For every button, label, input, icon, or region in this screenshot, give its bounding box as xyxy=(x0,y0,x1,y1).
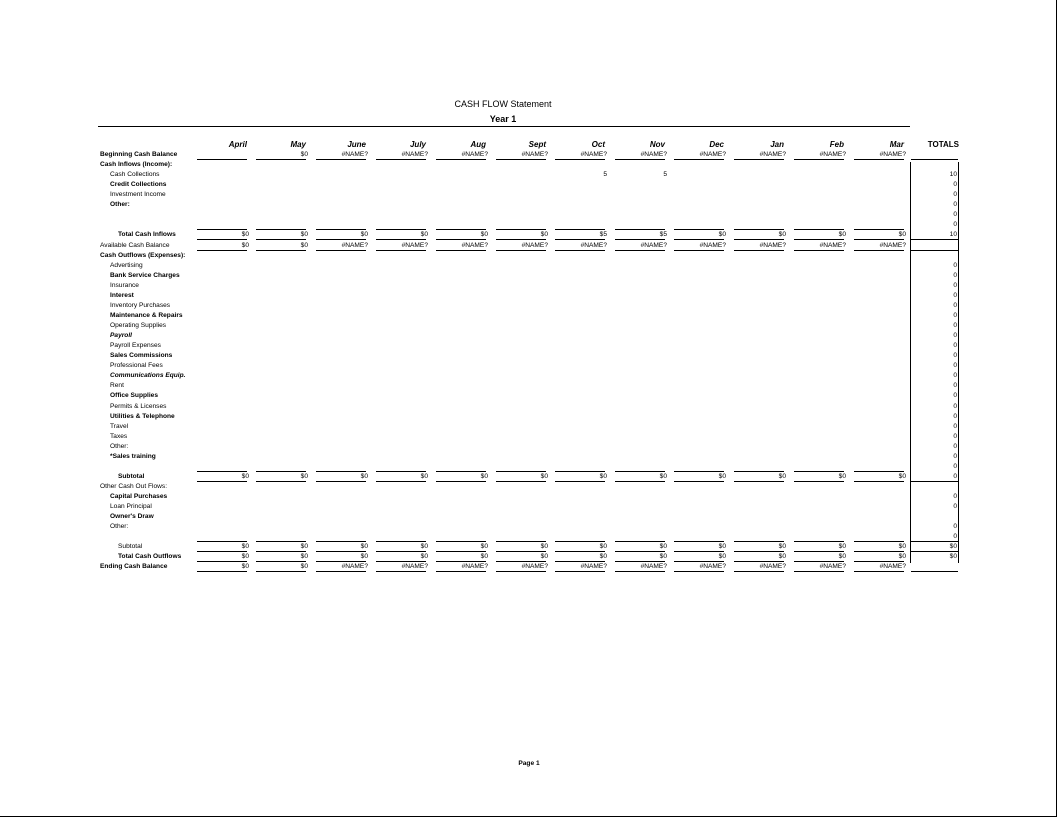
row-total: 0 xyxy=(953,462,957,470)
row-value: $0 xyxy=(300,151,308,158)
row-value: $0 xyxy=(898,543,906,551)
row-value: $0 xyxy=(241,543,249,551)
month-header: Jan xyxy=(770,140,784,149)
cell-overline xyxy=(794,551,844,552)
row-label: Interest xyxy=(110,291,134,299)
row-value: $0 xyxy=(540,543,548,551)
cell-underline xyxy=(256,481,306,482)
row-value: $0 xyxy=(420,543,428,551)
row-label: Payroll xyxy=(110,332,132,340)
totals-header: TOTALS xyxy=(927,140,959,149)
row-value: #NAME? xyxy=(580,151,607,158)
row-value: $0 xyxy=(778,543,786,551)
row-label: Ending Cash Balance xyxy=(100,563,168,571)
row-value: #NAME? xyxy=(759,151,786,158)
row-total: 0 xyxy=(953,382,957,390)
row-value: $0 xyxy=(300,241,308,249)
cell-overline xyxy=(854,551,904,552)
month-header: April xyxy=(228,140,247,149)
cell-overline xyxy=(794,561,844,562)
row-total: 0 xyxy=(953,493,957,501)
row-total: 0 xyxy=(953,311,957,319)
cell-underline xyxy=(496,571,546,572)
row-label: Other: xyxy=(110,442,129,450)
row-value: #NAME? xyxy=(759,241,786,249)
row-value: $0 xyxy=(599,553,607,561)
row-total: 0 xyxy=(953,221,957,229)
row-label: Inventory Purchases xyxy=(110,301,171,309)
row-value: $0 xyxy=(898,553,906,561)
row-value: $0 xyxy=(659,553,667,561)
row-label: Office Supplies xyxy=(110,392,158,400)
row-label: Total Cash Inflows xyxy=(118,231,176,239)
cell-overline xyxy=(674,551,724,552)
cell-underline xyxy=(496,481,546,482)
row-label: Payroll Expenses xyxy=(110,342,161,350)
cell-underline xyxy=(376,571,426,572)
cell-underline xyxy=(794,571,844,572)
row-value: #NAME? xyxy=(640,241,667,249)
cell-overline xyxy=(555,551,605,552)
page-subtitle: Year 1 xyxy=(489,114,517,124)
row-value: #NAME? xyxy=(341,151,368,158)
cell-underline xyxy=(854,159,904,160)
row-value: #NAME? xyxy=(699,241,726,249)
row-value: #NAME? xyxy=(341,563,368,571)
cell-overline xyxy=(734,551,784,552)
month-header: Mar xyxy=(889,140,904,149)
row-value: #NAME? xyxy=(580,241,607,249)
row-value: 5 xyxy=(603,171,607,179)
cell-overline xyxy=(197,541,247,542)
row-value: $0 xyxy=(480,472,488,480)
cell-overline xyxy=(555,229,605,230)
row-total: 0 xyxy=(953,372,957,380)
row-total: 0 xyxy=(953,533,957,541)
cell-overline xyxy=(376,551,426,552)
cell-overline xyxy=(615,471,665,472)
row-total: 0 xyxy=(953,281,957,289)
row-total: 10 xyxy=(949,231,957,239)
row-value: $0 xyxy=(659,543,667,551)
row-value: $0 xyxy=(599,472,607,480)
row-label: Operating Supplies xyxy=(110,322,167,330)
row-value: $0 xyxy=(300,472,308,480)
cell-overline xyxy=(496,551,546,552)
row-value: #NAME? xyxy=(521,151,548,158)
cell-underline xyxy=(734,481,784,482)
row-value: $0 xyxy=(420,553,428,561)
row-total: 0 xyxy=(953,432,957,440)
row-value: $0 xyxy=(300,563,308,571)
row-label: Rent xyxy=(110,382,124,390)
row-label: Communications Equip. xyxy=(110,372,186,380)
row-total: 0 xyxy=(953,402,957,410)
cell-overline xyxy=(674,471,724,472)
row-value: $0 xyxy=(838,553,846,561)
cell-overline xyxy=(734,541,784,542)
row-label: Credit Collections xyxy=(110,181,167,189)
row-value: $0 xyxy=(659,472,667,480)
cell-underline xyxy=(854,481,904,482)
cell-overline xyxy=(734,229,784,230)
row-value: $0 xyxy=(480,553,488,561)
row-total: 0 xyxy=(953,342,957,350)
cell-overline xyxy=(555,471,605,472)
row-label: Beginning Cash Balance xyxy=(100,151,178,158)
cell-overline xyxy=(734,471,784,472)
row-value: 5 xyxy=(663,171,667,179)
cell-underline xyxy=(376,481,426,482)
row-label: Cash Collections xyxy=(110,171,160,179)
cell-underline xyxy=(256,159,306,160)
cell-overline xyxy=(256,541,306,542)
row-label: Capital Purchases xyxy=(110,493,168,501)
row-value: #NAME? xyxy=(341,241,368,249)
row-value: $0 xyxy=(778,472,786,480)
row-label: Utilities & Telephone xyxy=(110,412,175,420)
cell-underline xyxy=(376,159,426,160)
row-value: $0 xyxy=(360,553,368,561)
cell-overline xyxy=(197,561,247,562)
cell-underline xyxy=(256,571,306,572)
cell-overline xyxy=(376,561,426,562)
month-header: June xyxy=(347,140,366,149)
row-value: $0 xyxy=(241,472,249,480)
cell-overline xyxy=(794,471,844,472)
cell-overline xyxy=(256,551,306,552)
page-title: CASH FLOW Statement xyxy=(454,99,552,109)
cell-underline xyxy=(496,159,546,160)
row-value: $0 xyxy=(778,553,786,561)
cell-underline xyxy=(854,571,904,572)
row-label: Taxes xyxy=(110,432,128,440)
cell-underline xyxy=(674,159,724,160)
cell-overline xyxy=(316,229,366,230)
cell-underline xyxy=(674,481,724,482)
cell-overline xyxy=(734,561,784,562)
cell-overline xyxy=(256,471,306,472)
cell-overline xyxy=(854,541,904,542)
row-total: 0 xyxy=(953,301,957,309)
row-value: $0 xyxy=(540,553,548,561)
cell-overline xyxy=(496,471,546,472)
row-value: #NAME? xyxy=(461,241,488,249)
row-value: #NAME? xyxy=(640,151,667,158)
month-header: Sept xyxy=(528,140,546,149)
cell-underline xyxy=(197,571,247,572)
cell-overline xyxy=(316,551,366,552)
cell-overline xyxy=(436,471,486,472)
row-total: 0 xyxy=(953,452,957,460)
row-value: $0 xyxy=(718,231,726,239)
row-total: 0 xyxy=(953,181,957,189)
cell-overline xyxy=(555,541,605,542)
cell-underline xyxy=(436,159,486,160)
cell-overline xyxy=(316,471,366,472)
row-value: $0 xyxy=(300,231,308,239)
month-header: Nov xyxy=(649,140,665,149)
row-label: Insurance xyxy=(110,281,139,289)
cell-overline xyxy=(256,561,306,562)
cell-underline xyxy=(376,250,426,251)
cell-underline xyxy=(674,571,724,572)
row-label: Subtotal xyxy=(118,543,143,551)
row-value: $0 xyxy=(300,553,308,561)
row-value: #NAME? xyxy=(461,563,488,571)
row-total: 10 xyxy=(949,171,957,179)
cell-overline xyxy=(615,561,665,562)
row-label: Maintenance & Repairs xyxy=(110,311,183,319)
cell-overline xyxy=(615,551,665,552)
totals-column-box xyxy=(910,162,959,563)
row-label: *Sales training xyxy=(110,452,156,460)
row-value: $0 xyxy=(241,553,249,561)
row-value: #NAME? xyxy=(521,241,548,249)
row-value: #NAME? xyxy=(819,563,846,571)
row-label: Bank Service Charges xyxy=(110,271,180,279)
row-label: Professional Fees xyxy=(110,362,163,370)
row-label: Cash Inflows (Income): xyxy=(100,161,173,169)
cell-overline xyxy=(316,541,366,542)
cell-underline xyxy=(256,250,306,251)
row-value: $0 xyxy=(599,543,607,551)
cell-underline xyxy=(436,250,486,251)
cell-overline xyxy=(376,541,426,542)
row-total: 0 xyxy=(953,291,957,299)
row-value: $0 xyxy=(540,472,548,480)
cell-underline xyxy=(794,159,844,160)
row-value: $5 xyxy=(599,231,607,239)
cell-underline xyxy=(555,481,605,482)
row-value: $0 xyxy=(360,231,368,239)
cell-overline xyxy=(376,471,426,472)
row-label: Other: xyxy=(110,201,130,209)
cell-underline xyxy=(615,250,665,251)
row-value: $0 xyxy=(898,472,906,480)
cell-overline xyxy=(496,229,546,230)
cell-underline xyxy=(197,159,247,160)
row-total: 0 xyxy=(953,271,957,279)
row-total: $0 xyxy=(949,553,957,561)
row-value: $0 xyxy=(300,543,308,551)
row-value: $0 xyxy=(838,231,846,239)
row-value: #NAME? xyxy=(699,563,726,571)
row-label: Other Cash Out Flows: xyxy=(100,482,168,490)
row-value: #NAME? xyxy=(521,563,548,571)
row-total: 0 xyxy=(953,422,957,430)
row-total: 0 xyxy=(953,503,957,511)
row-total: 0 xyxy=(953,412,957,420)
cell-underline xyxy=(197,481,247,482)
cell-overline xyxy=(197,229,247,230)
cell-underline xyxy=(555,159,605,160)
cell-overline xyxy=(854,561,904,562)
row-value: $0 xyxy=(718,543,726,551)
row-value: $5 xyxy=(659,231,667,239)
totals-rule xyxy=(911,159,958,160)
row-label: Travel xyxy=(110,422,129,430)
cell-overline xyxy=(256,229,306,230)
cell-overline xyxy=(615,229,665,230)
row-label: Sales Commissions xyxy=(110,352,173,360)
month-header: Feb xyxy=(829,140,844,149)
cell-underline xyxy=(794,250,844,251)
row-total: 0 xyxy=(953,211,957,219)
month-header: July xyxy=(409,140,426,149)
row-value: $0 xyxy=(898,231,906,239)
cell-overline xyxy=(674,561,724,562)
row-total: 0 xyxy=(953,392,957,400)
row-value: #NAME? xyxy=(819,241,846,249)
row-value: $0 xyxy=(360,472,368,480)
row-label: Advertising xyxy=(110,261,143,269)
row-label: Subtotal xyxy=(118,472,145,480)
row-total: 0 xyxy=(953,352,957,360)
row-value: #NAME? xyxy=(401,151,428,158)
cell-underline xyxy=(436,571,486,572)
row-total: 0 xyxy=(953,442,957,450)
row-total: 0 xyxy=(953,201,957,209)
row-value: $0 xyxy=(480,543,488,551)
cell-underline xyxy=(854,250,904,251)
row-label: Owner's Draw xyxy=(110,513,154,521)
month-header: Oct xyxy=(591,140,605,149)
cell-overline xyxy=(674,229,724,230)
row-value: $0 xyxy=(540,231,548,239)
cell-underline xyxy=(674,250,724,251)
row-total: 0 xyxy=(953,472,957,480)
row-label: Available Cash Balance xyxy=(100,241,170,249)
row-value: $0 xyxy=(838,472,846,480)
cell-overline xyxy=(197,551,247,552)
cell-overline xyxy=(496,561,546,562)
cell-overline xyxy=(794,541,844,542)
row-value: $0 xyxy=(480,231,488,239)
cell-underline xyxy=(316,250,366,251)
row-value: $0 xyxy=(241,241,249,249)
row-value: #NAME? xyxy=(401,241,428,249)
row-total: 0 xyxy=(953,322,957,330)
row-value: #NAME? xyxy=(879,563,906,571)
cell-overline xyxy=(615,541,665,542)
cell-overline xyxy=(674,541,724,542)
row-value: #NAME? xyxy=(819,151,846,158)
cell-underline xyxy=(436,481,486,482)
month-header: May xyxy=(290,140,306,149)
cell-underline xyxy=(316,481,366,482)
row-total: 0 xyxy=(953,362,957,370)
row-label: Other: xyxy=(110,523,129,531)
cell-overline xyxy=(197,471,247,472)
cell-overline xyxy=(436,541,486,542)
cell-underline xyxy=(734,571,784,572)
cell-underline xyxy=(734,250,784,251)
row-value: #NAME? xyxy=(699,151,726,158)
row-value: $0 xyxy=(241,231,249,239)
cell-underline xyxy=(794,481,844,482)
row-total: 0 xyxy=(953,332,957,340)
row-value: $0 xyxy=(718,553,726,561)
row-value: #NAME? xyxy=(461,151,488,158)
cell-underline xyxy=(496,250,546,251)
row-value: $0 xyxy=(718,472,726,480)
cell-underline xyxy=(734,159,784,160)
cell-overline xyxy=(555,561,605,562)
row-total: $0 xyxy=(949,543,957,551)
row-total: 0 xyxy=(953,261,957,269)
month-header: Dec xyxy=(709,140,724,149)
cell-underline xyxy=(615,159,665,160)
row-value: $0 xyxy=(420,231,428,239)
cell-overline xyxy=(496,541,546,542)
row-value: #NAME? xyxy=(759,563,786,571)
row-value: $0 xyxy=(778,231,786,239)
cell-underline xyxy=(615,571,665,572)
row-value: #NAME? xyxy=(879,151,906,158)
cell-underline xyxy=(615,481,665,482)
row-label: Loan Principal xyxy=(110,503,152,511)
row-label: Total Cash Outflows xyxy=(118,553,182,561)
row-value: #NAME? xyxy=(640,563,667,571)
totals-rule xyxy=(911,571,958,572)
row-total: 0 xyxy=(953,191,957,199)
row-value: #NAME? xyxy=(401,563,428,571)
row-value: $0 xyxy=(420,472,428,480)
month-header: Aug xyxy=(470,140,486,149)
row-label: Cash Outflows (Expenses): xyxy=(100,251,186,259)
row-value: #NAME? xyxy=(879,241,906,249)
page-footer: Page 1 xyxy=(518,760,540,767)
cell-underline xyxy=(316,159,366,160)
row-value: $0 xyxy=(838,543,846,551)
row-label: Investment Income xyxy=(110,191,166,199)
cell-overline xyxy=(436,561,486,562)
row-label: Permits & Licenses xyxy=(110,402,167,410)
cell-underline xyxy=(555,571,605,572)
cell-overline xyxy=(316,561,366,562)
row-value: $0 xyxy=(360,543,368,551)
cell-overline xyxy=(436,229,486,230)
cell-underline xyxy=(316,571,366,572)
row-value: $0 xyxy=(241,563,249,571)
cell-overline xyxy=(794,229,844,230)
row-total: 0 xyxy=(953,523,957,531)
cell-overline xyxy=(854,229,904,230)
cell-overline xyxy=(854,471,904,472)
cell-overline xyxy=(436,551,486,552)
cell-underline xyxy=(555,250,605,251)
cell-overline xyxy=(376,229,426,230)
row-value: #NAME? xyxy=(580,563,607,571)
cell-underline xyxy=(197,250,247,251)
